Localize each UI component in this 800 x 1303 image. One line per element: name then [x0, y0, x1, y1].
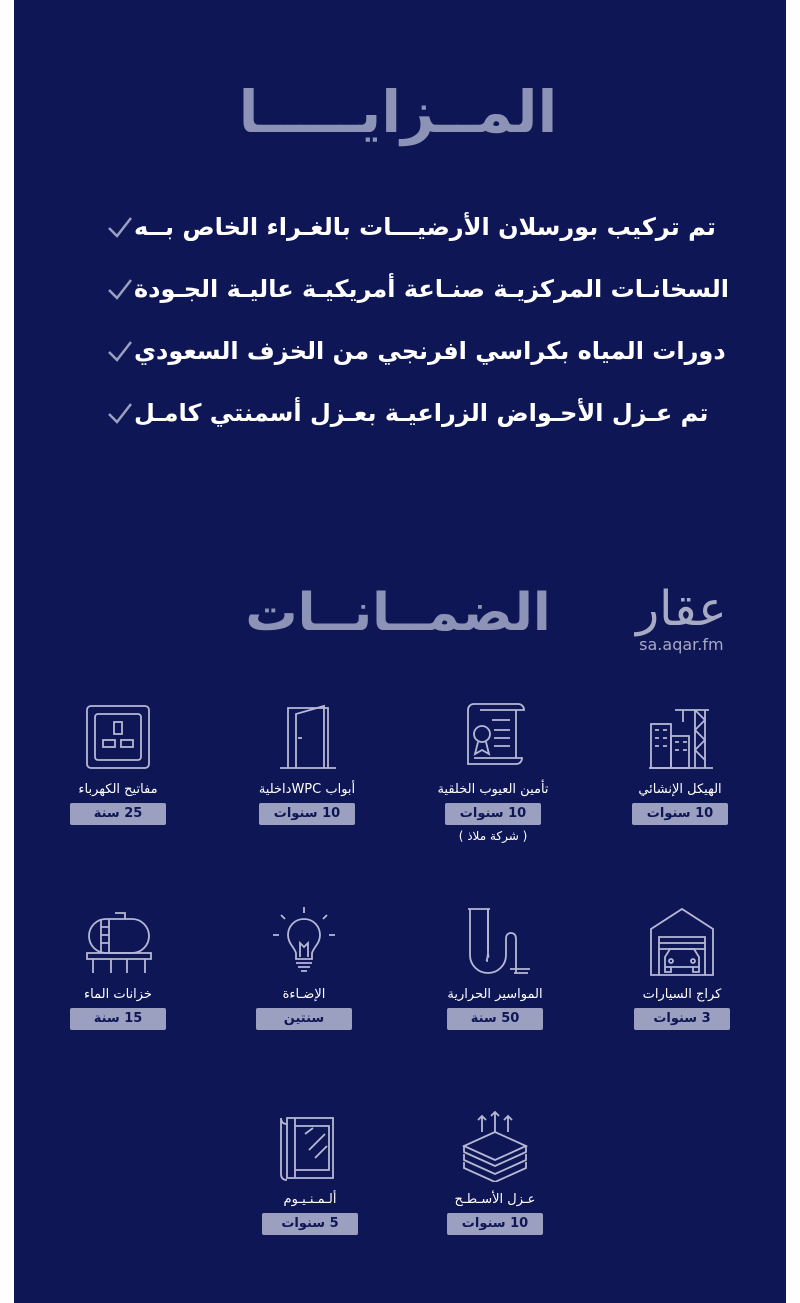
feature-text: دورات المياه بكراسي افرنجي من الخزف السعودي [134, 337, 726, 365]
guarantee-item [612, 905, 752, 1030]
pipes-icon [460, 905, 530, 977]
door-icon [272, 700, 342, 772]
feature-item [90, 258, 729, 320]
guarantee-duration-badge: 15 سنة [70, 1008, 166, 1030]
guarantee-duration-badge: 50 سنة [447, 1008, 543, 1030]
water-tank-icon [83, 905, 153, 977]
guarantee-label: أبواب WPCداخلية [258, 782, 356, 797]
roof-insulation-icon [460, 1110, 530, 1182]
guarantee-label: الإضـاءة [282, 987, 326, 1002]
feature-item [90, 382, 710, 444]
guarantee-label: المواسير الحرارية [447, 987, 543, 1002]
guarantee-item [237, 700, 377, 825]
guarantee-item [240, 1110, 380, 1235]
guarantee-item [48, 700, 188, 825]
guarantee-label: ألـمـنـيـوم [283, 1192, 337, 1207]
guarantee-label: عـزل الأسـطـح [454, 1192, 536, 1207]
guarantee-label: كراج السيارات [642, 987, 722, 1002]
garage-icon [647, 905, 717, 977]
watermark-logo: عقار [636, 581, 727, 637]
checkmark-icon [106, 399, 134, 427]
watermark-url: sa.aqar.fm [639, 635, 724, 654]
checkmark-icon [106, 213, 134, 241]
power-socket-icon [83, 700, 153, 772]
guarantee-item [423, 700, 563, 843]
guarantee-duration-badge: 10 سنوات [259, 803, 355, 825]
guarantee-label: الهيكل الإنشائي [638, 782, 722, 797]
feature-text: تم عـزل الأحـواض الزراعيـة بعـزل أسمنتي كامـل [134, 399, 709, 427]
features-list [90, 196, 729, 444]
guarantee-label: تأمين العيوب الخلقية [437, 782, 549, 797]
light-bulb-icon [269, 905, 339, 977]
feature-text: تم تركيب بورسلان الأرضيـــات بالغـراء الخاص بــه [134, 213, 716, 241]
guarantee-label: مفاتيح الكهرباء [78, 782, 158, 797]
guarantee-duration-badge: 5 سنوات [262, 1213, 358, 1235]
guarantee-duration-badge: 25 سنة [70, 803, 166, 825]
guarantee-duration-badge: 10 سنوات [445, 803, 541, 825]
guarantees-title: الضمــانــات [245, 583, 551, 643]
certificate-icon [458, 700, 528, 772]
guarantee-label: خزانات الماء [84, 987, 152, 1002]
feature-text: السخانـات المركزيـة صنـاعة أمريكيـة عاليـة الجـودة [134, 275, 729, 303]
guarantee-duration-badge: سنتين [256, 1008, 352, 1030]
aluminium-window-icon [275, 1110, 345, 1182]
guarantee-item [425, 905, 565, 1030]
guarantee-item [234, 905, 374, 1030]
features-title: المــزايـــــا [238, 78, 558, 146]
guarantee-duration-badge: 10 سنوات [447, 1213, 543, 1235]
watermark [636, 581, 727, 654]
feature-item [90, 196, 716, 258]
feature-item [90, 320, 726, 382]
guarantee-note: ( شركة ملاذ ) [458, 829, 528, 843]
guarantee-item [425, 1110, 565, 1235]
guarantee-duration-badge: 3 سنوات [634, 1008, 730, 1030]
guarantee-item [48, 905, 188, 1030]
guarantee-duration-badge: 10 سنوات [632, 803, 728, 825]
building-crane-icon [645, 700, 715, 772]
guarantee-item [610, 700, 750, 825]
checkmark-icon [106, 275, 134, 303]
checkmark-icon [106, 337, 134, 365]
